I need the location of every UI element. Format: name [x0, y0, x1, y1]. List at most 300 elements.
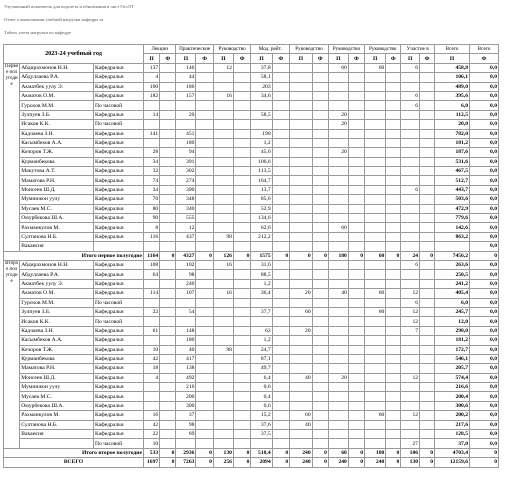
value-cell: 203 [251, 82, 272, 91]
value-cell: 16 [213, 91, 233, 100]
value-cell [160, 373, 176, 382]
value-cell [328, 82, 348, 91]
value-cell: 113,5 [251, 167, 272, 176]
value-cell: 164,7 [251, 176, 272, 185]
value-cell [348, 279, 364, 288]
value-cell [386, 204, 401, 213]
year-label: 2023-24 учебный год [4, 45, 144, 64]
row-total: 187,6 [435, 148, 470, 157]
value-cell [312, 138, 328, 147]
value-cell [365, 392, 386, 401]
table-row [4, 401, 499, 410]
value-cell [348, 260, 364, 269]
value-cell: 37,7 [251, 307, 272, 316]
value-cell: 20 [290, 289, 312, 298]
column-header: Руководство [365, 45, 401, 54]
value-cell [272, 242, 290, 251]
value-cell [290, 101, 312, 110]
row-total: 181,2 [435, 336, 470, 345]
position-type: Кафедральн [93, 420, 143, 429]
row-total: 200,2 [435, 411, 470, 420]
value-cell [196, 223, 213, 232]
row-total: 0,0 [470, 148, 499, 157]
row-total: 0,0 [470, 289, 499, 298]
value-cell [401, 430, 420, 439]
row-total: 12,0 [435, 317, 470, 326]
value-cell [160, 214, 176, 223]
grand-total-value: 240 [290, 458, 312, 467]
value-cell: 6 [401, 185, 420, 194]
value-cell [272, 392, 290, 401]
value-cell [386, 73, 401, 82]
value-cell [365, 242, 386, 251]
fact-header: Ф [196, 54, 213, 63]
value-cell: 44 [176, 73, 196, 82]
position-type: Кафедральн [93, 63, 143, 72]
value-cell [348, 326, 364, 335]
grand-total-value: 0 [233, 458, 250, 467]
value-cell [272, 101, 290, 110]
value-cell [401, 73, 420, 82]
value-cell: 102 [176, 260, 196, 269]
value-cell [233, 336, 250, 345]
value-cell [386, 120, 401, 129]
value-cell [272, 401, 290, 410]
row-total: 106,1 [435, 73, 470, 82]
row-total: 0,0 [470, 195, 499, 204]
header-row [4, 45, 499, 54]
value-cell [213, 430, 233, 439]
value-cell [290, 157, 312, 166]
value-cell [233, 354, 250, 363]
value-cell [160, 289, 176, 298]
value-cell [290, 138, 312, 147]
value-cell [386, 307, 401, 316]
value-cell: 42 [143, 354, 159, 363]
value-cell [143, 279, 159, 288]
column-header: Руководство [213, 45, 250, 54]
table-row [4, 420, 499, 429]
teacher-name: Акматов О.М. [20, 91, 94, 100]
position-type: Кафедральн [93, 326, 143, 335]
value-cell [272, 364, 290, 373]
value-cell [348, 232, 364, 241]
value-cell: 12 [401, 317, 420, 326]
value-cell [233, 242, 250, 251]
table-row [4, 176, 499, 185]
row-total: 0,0 [470, 345, 499, 354]
value-cell: 492 [176, 373, 196, 382]
value-cell [312, 129, 328, 138]
value-cell [143, 242, 159, 251]
value-cell [290, 63, 312, 72]
value-cell [290, 279, 312, 288]
value-cell: 180 [176, 138, 196, 147]
row-total: 298,0 [435, 326, 470, 335]
value-cell [196, 214, 213, 223]
total-value: 1164 [143, 251, 159, 260]
value-cell: 88,5 [251, 270, 272, 279]
teacher-name: Акматов О.М. [20, 289, 94, 298]
value-cell [312, 63, 328, 72]
value-cell [160, 138, 176, 147]
value-cell: 62,6 [251, 223, 272, 232]
value-cell [386, 289, 401, 298]
value-cell [401, 195, 420, 204]
value-cell [233, 195, 250, 204]
value-cell [386, 354, 401, 363]
value-cell: 138 [176, 364, 196, 373]
grand-total-value: 0 [348, 458, 364, 467]
value-cell [401, 82, 420, 91]
value-cell: 6 [401, 298, 420, 307]
position-type: Кафедральн [93, 354, 143, 363]
value-cell [420, 279, 435, 288]
value-cell: 240 [176, 279, 196, 288]
value-cell: 40 [328, 289, 348, 298]
grand-total-value: 0 [160, 458, 176, 467]
table-row [4, 195, 499, 204]
value-cell [233, 392, 250, 401]
row-total: 405,4 [435, 289, 470, 298]
value-cell [348, 439, 364, 448]
value-cell [401, 223, 420, 232]
position-type: Кафедральн [93, 91, 143, 100]
position-type: Кафедральн [93, 148, 143, 157]
row-total: 467,5 [435, 167, 470, 176]
teacher-name: Курманбекова [20, 157, 94, 166]
value-cell [365, 120, 386, 129]
value-cell [272, 73, 290, 82]
value-cell [196, 383, 213, 392]
value-cell [365, 298, 386, 307]
teacher-name [20, 439, 94, 448]
value-cell [213, 148, 233, 157]
value-cell [233, 289, 250, 298]
row-total: 0,0 [470, 176, 499, 185]
row-total: 0,0 [470, 101, 499, 110]
value-cell: 74 [143, 176, 159, 185]
value-cell [290, 242, 312, 251]
value-cell [213, 204, 233, 213]
value-cell: 6 [401, 101, 420, 110]
value-cell [386, 129, 401, 138]
section-total-row [4, 251, 499, 260]
position-type: Кафедральн [93, 345, 143, 354]
value-cell [196, 167, 213, 176]
value-cell [365, 420, 386, 429]
value-cell [196, 317, 213, 326]
column-header: Руководство [290, 45, 329, 54]
value-cell [348, 120, 364, 129]
position-type: Кафедральн [93, 401, 143, 410]
teacher-name: Султанова Н.Б. [20, 420, 94, 429]
value-cell [233, 223, 250, 232]
position-type: Кафедральн [93, 307, 143, 316]
value-cell [348, 373, 364, 382]
row-total: 0,0 [470, 317, 499, 326]
value-cell: 34 [143, 185, 159, 194]
value-cell [312, 326, 328, 335]
value-cell [290, 195, 312, 204]
value-cell [290, 401, 312, 410]
value-cell [160, 73, 176, 82]
value-cell [328, 411, 348, 420]
value-cell [328, 336, 348, 345]
value-cell: 137 [143, 63, 159, 72]
position-type: Кафедральн [93, 195, 143, 204]
value-cell [328, 260, 348, 269]
value-cell [160, 336, 176, 345]
value-cell [160, 317, 176, 326]
value-cell [143, 336, 159, 345]
row-total: 0,0 [470, 439, 499, 448]
total-value: 60 [328, 448, 348, 457]
value-cell [196, 204, 213, 213]
value-cell [312, 101, 328, 110]
value-cell [386, 223, 401, 232]
table-row [4, 289, 499, 298]
section-total-label: Итого первое полугодие [4, 251, 144, 260]
row-total: 0,0 [470, 373, 499, 382]
value-cell [348, 73, 364, 82]
value-cell [365, 157, 386, 166]
value-cell [386, 185, 401, 194]
row-total: 112,5 [435, 110, 470, 119]
value-cell: 391 [176, 157, 196, 166]
value-cell [160, 232, 176, 241]
value-cell [272, 326, 290, 335]
teacher-name: Курманбекова [20, 354, 94, 363]
value-cell [176, 439, 196, 448]
value-cell [420, 232, 435, 241]
value-cell [401, 129, 420, 138]
value-cell: 34 [143, 157, 159, 166]
position-type: По часовой [93, 120, 143, 129]
value-cell [420, 204, 435, 213]
value-cell [420, 73, 435, 82]
total-value: 0 [196, 251, 213, 260]
table-row [4, 439, 499, 448]
teacher-name: Гурохов М.М. [20, 298, 94, 307]
value-cell [328, 91, 348, 100]
value-cell [290, 176, 312, 185]
value-cell [420, 401, 435, 410]
section-label-second: Второе полугодие [4, 260, 20, 448]
value-cell [386, 326, 401, 335]
position-type: По часовой [93, 439, 143, 448]
teacher-name: Кочоров Т.Ж. [20, 345, 94, 354]
value-cell: 45,6 [251, 148, 272, 157]
table-row [4, 354, 499, 363]
column-header: Мод. рейт. [251, 45, 290, 54]
value-cell [312, 110, 328, 119]
row-total: 0,0 [470, 307, 499, 316]
value-cell [196, 401, 213, 410]
total-value: 0 [348, 448, 364, 457]
value-cell [143, 401, 159, 410]
value-cell [365, 101, 386, 110]
value-cell [348, 63, 364, 72]
value-cell [401, 214, 420, 223]
value-cell [160, 270, 176, 279]
value-cell [386, 373, 401, 382]
position-type: Кафедральн [93, 185, 143, 194]
column-header: Лекции [143, 45, 176, 54]
column-header: Практические [176, 45, 213, 54]
value-cell [272, 185, 290, 194]
total-value: 0 [420, 251, 435, 260]
row-total: 0,0 [470, 298, 499, 307]
row-total: 0,0 [470, 430, 499, 439]
value-cell [160, 120, 176, 129]
value-cell [420, 63, 435, 72]
row-total: 250,5 [435, 270, 470, 279]
value-cell [365, 82, 386, 91]
value-cell: 348 [176, 195, 196, 204]
value-cell [213, 336, 233, 345]
teacher-name: Абдуллаева Р.А. [20, 270, 94, 279]
value-cell [420, 383, 435, 392]
value-cell [196, 289, 213, 298]
row-total [435, 242, 470, 251]
value-cell [272, 430, 290, 439]
value-cell [401, 270, 420, 279]
position-type: Кафедральн [93, 138, 143, 147]
value-cell [312, 232, 328, 241]
value-cell [348, 82, 364, 91]
value-cell [348, 354, 364, 363]
value-cell [272, 279, 290, 288]
row-total: 0,0 [470, 167, 499, 176]
value-cell [160, 430, 176, 439]
row-total: 0,0 [470, 279, 499, 288]
teacher-name: Мусаев М.С. [20, 204, 94, 213]
value-cell: 15,2 [251, 411, 272, 420]
value-cell: 85,6 [251, 195, 272, 204]
value-cell: 340 [176, 204, 196, 213]
value-cell [160, 91, 176, 100]
table-row [4, 260, 499, 269]
value-cell [233, 101, 250, 110]
value-cell: 36,4 [251, 289, 272, 298]
value-cell: 190 [251, 129, 272, 138]
value-cell [312, 270, 328, 279]
position-type: Кафедральн [93, 336, 143, 345]
value-cell [312, 223, 328, 232]
value-cell: 98 [176, 270, 196, 279]
value-cell: 28 [143, 148, 159, 157]
total-value: 0 [272, 251, 290, 260]
value-cell [196, 129, 213, 138]
value-cell [420, 373, 435, 382]
value-cell [312, 411, 328, 420]
value-cell [312, 214, 328, 223]
position-type: Кафедральн [93, 204, 143, 213]
row-total: 200,4 [435, 392, 470, 401]
value-cell [420, 345, 435, 354]
teacher-name: Кочоров Т.Ж. [20, 148, 94, 157]
value-cell [365, 279, 386, 288]
row-total: 0,0 [470, 91, 499, 100]
fact-header: Ф [312, 54, 328, 63]
value-cell [196, 439, 213, 448]
row-total: 128,5 [435, 430, 470, 439]
row-total: 6,0 [435, 298, 470, 307]
value-cell [312, 148, 328, 157]
value-cell: 64 [143, 270, 159, 279]
table-row [4, 82, 499, 91]
value-cell: 16 [143, 411, 159, 420]
value-cell [233, 148, 250, 157]
value-cell [143, 298, 159, 307]
value-cell: 37,6 [251, 420, 272, 429]
value-cell: 10 [143, 439, 159, 448]
value-cell [386, 91, 401, 100]
value-cell [290, 91, 312, 100]
value-cell [196, 354, 213, 363]
value-cell [312, 392, 328, 401]
value-cell [328, 138, 348, 147]
value-cell: 70 [143, 195, 159, 204]
value-cell [143, 120, 159, 129]
value-cell [233, 364, 250, 373]
grand-total-value: 2094 [251, 458, 272, 467]
value-cell [312, 204, 328, 213]
value-cell [272, 411, 290, 420]
value-cell [328, 354, 348, 363]
value-cell: 40 [176, 345, 196, 354]
value-cell [213, 120, 233, 129]
value-cell [272, 383, 290, 392]
value-cell [328, 430, 348, 439]
total-value: 533 [143, 448, 159, 457]
value-cell [420, 185, 435, 194]
value-cell [213, 157, 233, 166]
value-cell [365, 364, 386, 373]
value-cell [420, 289, 435, 298]
value-cell [213, 82, 233, 91]
row-total: 0,0 [470, 326, 499, 335]
value-cell [348, 270, 364, 279]
value-cell [196, 345, 213, 354]
value-cell [213, 73, 233, 82]
value-cell [365, 91, 386, 100]
value-cell [386, 138, 401, 147]
value-cell [290, 82, 312, 91]
value-cell: 37,5 [251, 430, 272, 439]
value-cell [196, 373, 213, 382]
value-cell [312, 260, 328, 269]
value-cell [196, 101, 213, 110]
teacher-name: Гурохов М.М. [20, 101, 94, 110]
value-cell [196, 232, 213, 241]
value-cell [213, 242, 233, 251]
value-cell [328, 204, 348, 213]
position-type: Кафедральн [93, 279, 143, 288]
row-total: 489,0 [435, 82, 470, 91]
fact-header: Ф [272, 54, 290, 63]
row-total: 0,0 [470, 138, 499, 147]
value-cell: 60 [365, 289, 386, 298]
total-value: 7456,2 [435, 251, 470, 260]
value-cell [213, 138, 233, 147]
value-cell [272, 307, 290, 316]
value-cell [290, 345, 312, 354]
value-cell [312, 373, 328, 382]
row-total: 531,6 [435, 157, 470, 166]
value-cell [272, 345, 290, 354]
